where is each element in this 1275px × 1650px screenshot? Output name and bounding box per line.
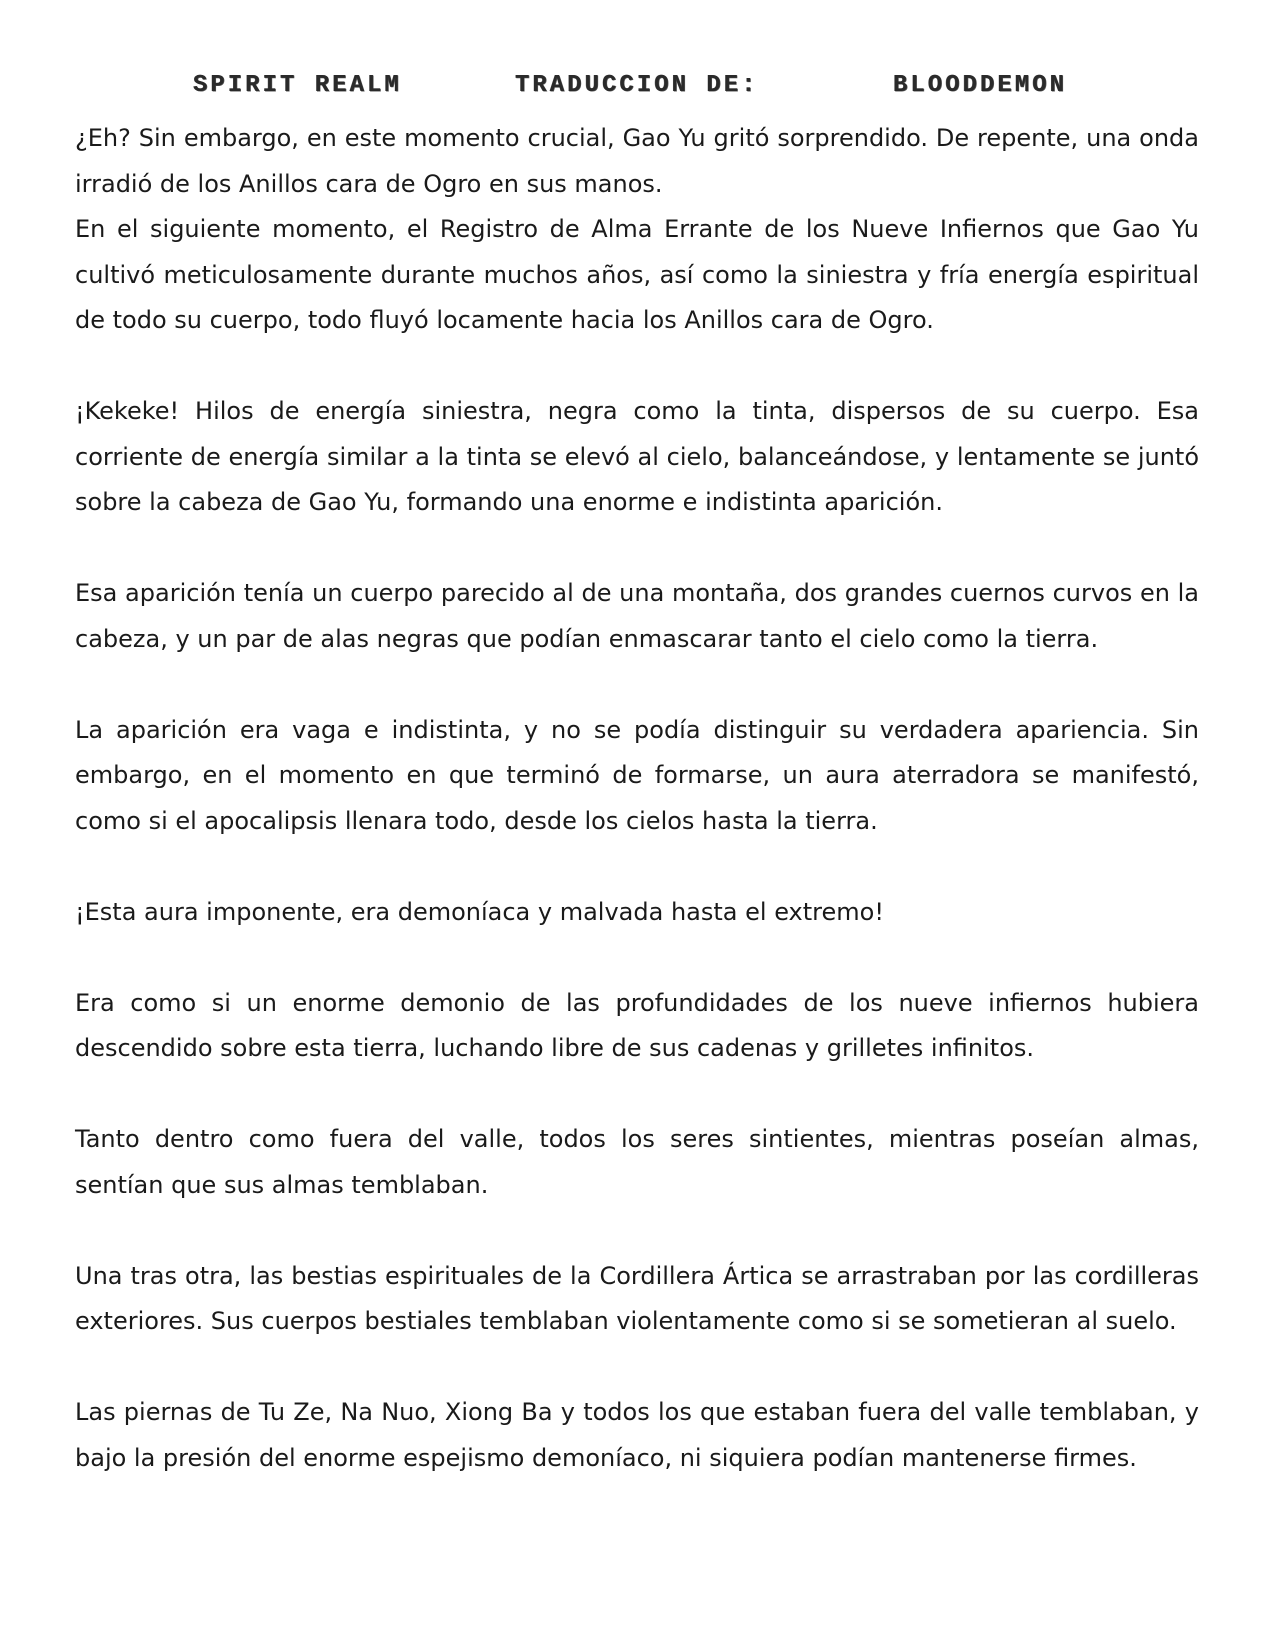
paragraph: Una tras otra, las bestias espirituales de la Cordillera Ártica se arrastraban por las cordilleras exteriores. Sus cuerpos bestiales temblaban violentamente como si se sometieran al suelo. (75, 1261, 1199, 1335)
paragraph: ¿Eh? Sin embargo, en este momento crucial, Gao Yu gritó sorprendido. De repente, una onda irradió de los Anillos cara de Ogro en sus manos. (75, 124, 1199, 198)
document-body (75, 116, 1199, 1481)
page-header (0, 72, 1275, 112)
paragraph: La aparición era vaga e indistinta, y no se podía distinguir su verdadera apariencia. Sin embargo, en el momento en que terminó de formarse, un aura aterradora se manifestó, como si el apocalipsis llenara todo, desde los cielos hasta la tierra. (75, 715, 1199, 835)
paragraph: Tanto dentro como fuera del valle, todos los seres sintientes, mientras poseían almas, sentían que sus almas temblaban. (75, 1125, 1199, 1199)
paragraph: ¡Kekeke! Hilos de energía siniestra, negra como la tinta, dispersos de su cuerpo. Esa corriente de energía similar a la tinta se elevó al cielo, balanceándose, y lentamente se juntó sobre la cabeza de Gao Yu, formando una enorme e indistinta aparición. (75, 397, 1199, 516)
paragraph: Esa aparición tenía un cuerpo parecido al de una montaña, dos grandes cuernos curvos en la cabeza, y un par de alas negras que podían enmascarar tanto el cielo como la tierra. (75, 579, 1199, 653)
header-series-title: SPIRIT REALM (193, 72, 402, 99)
paragraph: ¡Esta aura imponente, era demoníaca y malvada hasta el extremo! (75, 897, 884, 926)
paragraph: Las piernas de Tu Ze, Na Nuo, Xiong Ba y todos los que estaban fuera del valle temblaban, y bajo la presión del enorme espejismo demoníaco, ni siquiera podían mantenerse firmes. (75, 1398, 1199, 1472)
header-translation-label: TRADUCCION DE: (515, 72, 759, 99)
paragraph: Era como si un enorme demonio de las profundidades de los nueve infiernos hubiera descendido sobre esta tierra, luchando libre de sus cadenas y grilletes infinitos. (75, 988, 1199, 1062)
paragraph: En el siguiente momento, el Registro de Alma Errante de los Nueve Infiernos que Gao Yu cultivó meticulosamente durante muchos años, así como la siniestra y fría energía espiritual de todo su cuerpo, todo fluyó locamente hacia los Anillos cara de Ogro. (75, 215, 1199, 334)
header-translator-name: BLOODDEMON (893, 72, 1068, 99)
